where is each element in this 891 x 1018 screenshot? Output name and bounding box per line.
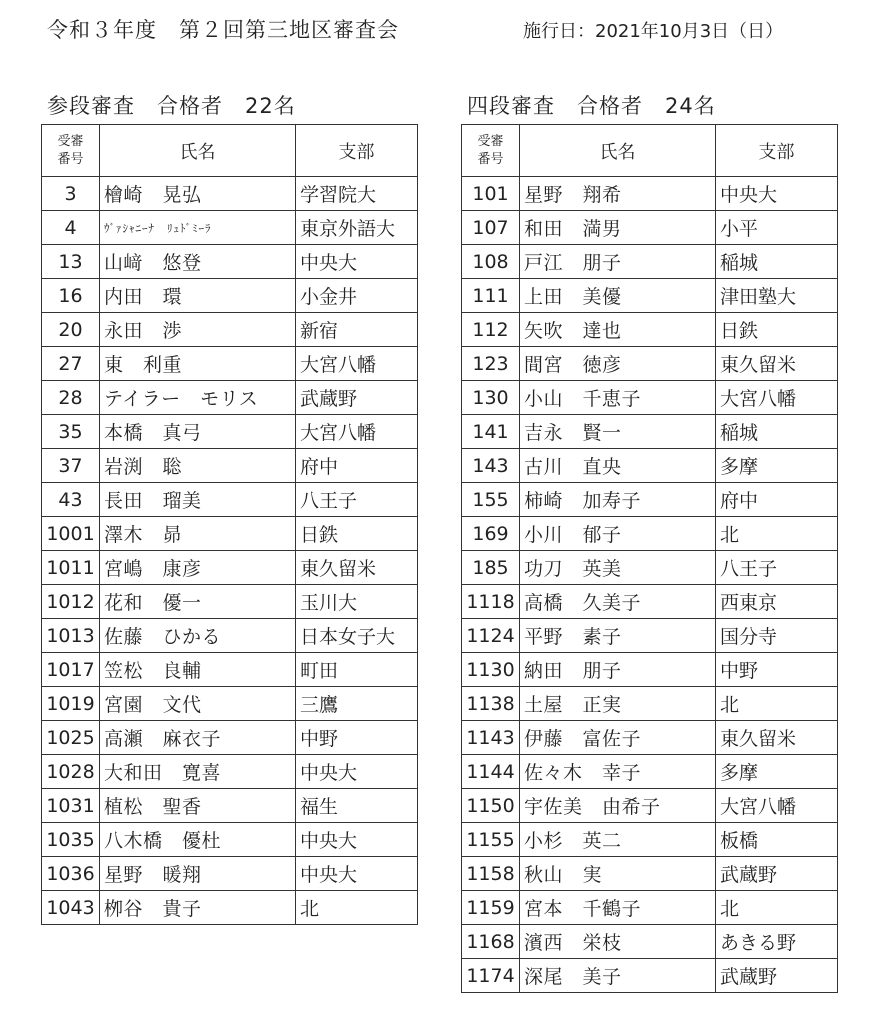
branch-cell: 大宮八幡 (716, 789, 838, 823)
exam-number-cell: 101 (462, 177, 520, 211)
name-cell: 宇佐美 由希子 (520, 789, 716, 823)
table-row (42, 415, 418, 449)
table-row (462, 721, 838, 755)
table-row (42, 551, 418, 585)
table-row (462, 177, 838, 211)
branch-cell: 中野 (296, 721, 418, 755)
branch-cell: 稲城 (716, 415, 838, 449)
header-branch: 支部 (716, 125, 838, 177)
table-row (462, 483, 838, 517)
name-cell: 高瀬 麻衣子 (100, 721, 296, 755)
exam-number-cell: 1159 (462, 891, 520, 925)
exam-number-cell: 20 (42, 313, 100, 347)
table-row (462, 585, 838, 619)
name-cell: 戸江 朋子 (520, 245, 716, 279)
name-cell: 宮園 文代 (100, 687, 296, 721)
table-row (462, 449, 838, 483)
name-cell: 佐藤 ひかる (100, 619, 296, 653)
table-row (42, 823, 418, 857)
name-cell: 古川 直央 (520, 449, 716, 483)
table-row (462, 619, 838, 653)
table-row (42, 755, 418, 789)
table-row (462, 857, 838, 891)
table-row (462, 959, 838, 993)
exam-number-cell: 1144 (462, 755, 520, 789)
exam-number-cell: 1118 (462, 585, 520, 619)
branch-cell: 八王子 (296, 483, 418, 517)
name-cell: 深尾 美子 (520, 959, 716, 993)
exam-number-cell: 1174 (462, 959, 520, 993)
exam-number-cell: 141 (462, 415, 520, 449)
table-row (42, 687, 418, 721)
yondan-count: 24名 (665, 94, 716, 118)
name-cell: 東 利重 (100, 347, 296, 381)
name-cell: 矢吹 達也 (520, 313, 716, 347)
exam-number-cell: 1025 (42, 721, 100, 755)
table-row (462, 891, 838, 925)
table-row (42, 483, 418, 517)
exam-number-cell: 107 (462, 211, 520, 245)
branch-cell: 東久留米 (716, 347, 838, 381)
exam-number-cell: 185 (462, 551, 520, 585)
name-cell: 間宮 徳彦 (520, 347, 716, 381)
branch-cell: あきる野 (716, 925, 838, 959)
table-row (462, 755, 838, 789)
branch-cell: 日本女子大 (296, 619, 418, 653)
table-header-row (42, 125, 418, 177)
table-row (42, 245, 418, 279)
exam-number-cell: 112 (462, 313, 520, 347)
branch-cell: 多摩 (716, 755, 838, 789)
branch-cell: 国分寺 (716, 619, 838, 653)
exam-number-cell: 130 (462, 381, 520, 415)
yondan-table-body (462, 177, 838, 993)
header-number-line2: 番号 (57, 151, 84, 167)
branch-cell: 武蔵野 (716, 959, 838, 993)
exam-number-cell: 1158 (462, 857, 520, 891)
yondan-count-label: 合格者 (577, 94, 643, 118)
table-row (462, 687, 838, 721)
exam-number-cell: 28 (42, 381, 100, 415)
exam-number-cell: 1124 (462, 619, 520, 653)
table-row (42, 211, 418, 245)
name-cell: 澤木 昴 (100, 517, 296, 551)
table-row (462, 313, 838, 347)
name-cell: 大和田 寛喜 (100, 755, 296, 789)
exam-number-cell: 1012 (42, 585, 100, 619)
branch-cell: 中央大 (296, 755, 418, 789)
branch-cell: 日鉄 (716, 313, 838, 347)
branch-cell: 玉川大 (296, 585, 418, 619)
name-cell: 笠松 良輔 (100, 653, 296, 687)
sandan-count-label: 合格者 (157, 94, 223, 118)
table-row (42, 891, 418, 925)
name-cell: 八木橋 優杜 (100, 823, 296, 857)
header-name: 氏名 (100, 125, 296, 177)
table-row (462, 211, 838, 245)
table-row (42, 381, 418, 415)
name-cell: 星野 翔希 (520, 177, 716, 211)
exam-number-cell: 13 (42, 245, 100, 279)
name-cell: 本橋 真弓 (100, 415, 296, 449)
branch-cell: 八王子 (716, 551, 838, 585)
table-row (42, 619, 418, 653)
branch-cell: 中央大 (296, 823, 418, 857)
branch-cell: 府中 (296, 449, 418, 483)
table-row (462, 279, 838, 313)
table-row (42, 279, 418, 313)
table-row (462, 653, 838, 687)
exam-number-cell: 1013 (42, 619, 100, 653)
table-row (42, 449, 418, 483)
branch-cell: 大宮八幡 (296, 415, 418, 449)
exam-date: 施行日：2021年10月3日（日） (523, 21, 784, 42)
sandan-heading (47, 90, 296, 120)
branch-cell: 武蔵野 (296, 381, 418, 415)
name-cell: 吉永 賢一 (520, 415, 716, 449)
branch-cell: 中野 (716, 653, 838, 687)
name-cell: 佐々木 幸子 (520, 755, 716, 789)
exam-number-cell: 111 (462, 279, 520, 313)
exam-number-cell: 1019 (42, 687, 100, 721)
table-row (42, 313, 418, 347)
exam-number-cell: 155 (462, 483, 520, 517)
table-row (462, 415, 838, 449)
header-exam-number (42, 125, 100, 177)
table-row (42, 585, 418, 619)
branch-cell: 北 (296, 891, 418, 925)
table-row (462, 381, 838, 415)
name-cell: 平野 素子 (520, 619, 716, 653)
name-cell: 伊藤 富佐子 (520, 721, 716, 755)
exam-number-cell: 169 (462, 517, 520, 551)
branch-cell: 町田 (296, 653, 418, 687)
table-row (462, 823, 838, 857)
exam-number-cell: 43 (42, 483, 100, 517)
exam-number-cell: 1043 (42, 891, 100, 925)
exam-number-cell: 1150 (462, 789, 520, 823)
table-row (42, 517, 418, 551)
exam-number-cell: 143 (462, 449, 520, 483)
branch-cell: 小平 (716, 211, 838, 245)
branch-cell: 福生 (296, 789, 418, 823)
name-cell: 岩渕 聡 (100, 449, 296, 483)
yondan-heading (467, 90, 716, 120)
exam-number-cell: 1155 (462, 823, 520, 857)
branch-cell: 府中 (716, 483, 838, 517)
name-cell: 柿崎 加寿子 (520, 483, 716, 517)
header-number-line2: 番号 (477, 151, 504, 167)
branch-cell: 新宿 (296, 313, 418, 347)
name-cell: 小山 千恵子 (520, 381, 716, 415)
exam-number-cell: 1017 (42, 653, 100, 687)
exam-number-cell: 123 (462, 347, 520, 381)
name-cell: ｳﾞｧｼｬﾆｰﾅ ﾘｭﾄﾞﾐｰﾗ (100, 211, 296, 245)
exam-number-cell: 1036 (42, 857, 100, 891)
table-row (462, 245, 838, 279)
branch-cell: 三鷹 (296, 687, 418, 721)
name-cell: 納田 朋子 (520, 653, 716, 687)
header-exam-number (462, 125, 520, 177)
branch-cell: 稲城 (716, 245, 838, 279)
name-cell: 長田 瑠美 (100, 483, 296, 517)
name-cell: 高橋 久美子 (520, 585, 716, 619)
table-row (462, 517, 838, 551)
document-title: 令和３年度 第２回第三地区審査会 (47, 18, 399, 42)
name-cell: 濱西 栄枝 (520, 925, 716, 959)
branch-cell: 北 (716, 517, 838, 551)
exam-number-cell: 108 (462, 245, 520, 279)
table-row (462, 347, 838, 381)
branch-cell: 東久留米 (716, 721, 838, 755)
table-row (42, 347, 418, 381)
exam-number-cell: 1143 (462, 721, 520, 755)
exam-number-cell: 3 (42, 177, 100, 211)
header-name: 氏名 (520, 125, 716, 177)
branch-cell: 小金井 (296, 279, 418, 313)
exam-number-cell: 37 (42, 449, 100, 483)
name-cell: テイラー モリス (100, 381, 296, 415)
header-branch: 支部 (296, 125, 418, 177)
exam-number-cell: 35 (42, 415, 100, 449)
branch-cell: 中央大 (296, 857, 418, 891)
exam-number-cell: 1138 (462, 687, 520, 721)
name-cell: 栁谷 貴子 (100, 891, 296, 925)
name-cell: 永田 渉 (100, 313, 296, 347)
name-cell: 宮本 千鶴子 (520, 891, 716, 925)
exam-number-cell: 4 (42, 211, 100, 245)
name-cell: 上田 美優 (520, 279, 716, 313)
sandan-table-body (42, 177, 418, 925)
exam-number-cell: 1001 (42, 517, 100, 551)
exam-number-cell: 27 (42, 347, 100, 381)
table-header-row (462, 125, 838, 177)
name-cell: 山﨑 悠登 (100, 245, 296, 279)
name-cell: 星野 暖翔 (100, 857, 296, 891)
exam-number-cell: 1168 (462, 925, 520, 959)
table-row (42, 857, 418, 891)
sandan-title: 参段審査 (47, 94, 135, 118)
name-cell: 和田 満男 (520, 211, 716, 245)
branch-cell: 西東京 (716, 585, 838, 619)
exam-number-cell: 1031 (42, 789, 100, 823)
exam-number-cell: 1130 (462, 653, 520, 687)
yondan-table (461, 124, 838, 993)
name-cell: 功刀 英美 (520, 551, 716, 585)
branch-cell: 北 (716, 891, 838, 925)
branch-cell: 学習院大 (296, 177, 418, 211)
branch-cell: 中央大 (716, 177, 838, 211)
name-cell: 植松 聖香 (100, 789, 296, 823)
header-number-line1: 受審 (57, 133, 84, 149)
name-cell: 秋山 実 (520, 857, 716, 891)
name-cell: 檜崎 晃弘 (100, 177, 296, 211)
branch-cell: 東京外語大 (296, 211, 418, 245)
table-row (462, 789, 838, 823)
exam-number-cell: 1028 (42, 755, 100, 789)
branch-cell: 中央大 (296, 245, 418, 279)
table-row (42, 653, 418, 687)
branch-cell: 東久留米 (296, 551, 418, 585)
name-cell: 花和 優一 (100, 585, 296, 619)
table-row (462, 925, 838, 959)
branch-cell: 日鉄 (296, 517, 418, 551)
name-cell: 小杉 英二 (520, 823, 716, 857)
branch-cell: 多摩 (716, 449, 838, 483)
name-cell: 小川 郁子 (520, 517, 716, 551)
branch-cell: 板橋 (716, 823, 838, 857)
name-cell: 内田 環 (100, 279, 296, 313)
branch-cell: 大宮八幡 (716, 381, 838, 415)
branch-cell: 北 (716, 687, 838, 721)
table-row (462, 551, 838, 585)
table-row (42, 721, 418, 755)
branch-cell: 津田塾大 (716, 279, 838, 313)
table-row (42, 789, 418, 823)
exam-number-cell: 1035 (42, 823, 100, 857)
yondan-title: 四段審査 (467, 94, 555, 118)
exam-number-cell: 16 (42, 279, 100, 313)
name-cell: 土屋 正実 (520, 687, 716, 721)
table-row (42, 177, 418, 211)
branch-cell: 武蔵野 (716, 857, 838, 891)
header-number-line1: 受審 (477, 133, 504, 149)
branch-cell: 大宮八幡 (296, 347, 418, 381)
sandan-table (41, 124, 418, 925)
sandan-count: 22名 (245, 94, 296, 118)
name-cell: 宮嶋 康彦 (100, 551, 296, 585)
exam-number-cell: 1011 (42, 551, 100, 585)
